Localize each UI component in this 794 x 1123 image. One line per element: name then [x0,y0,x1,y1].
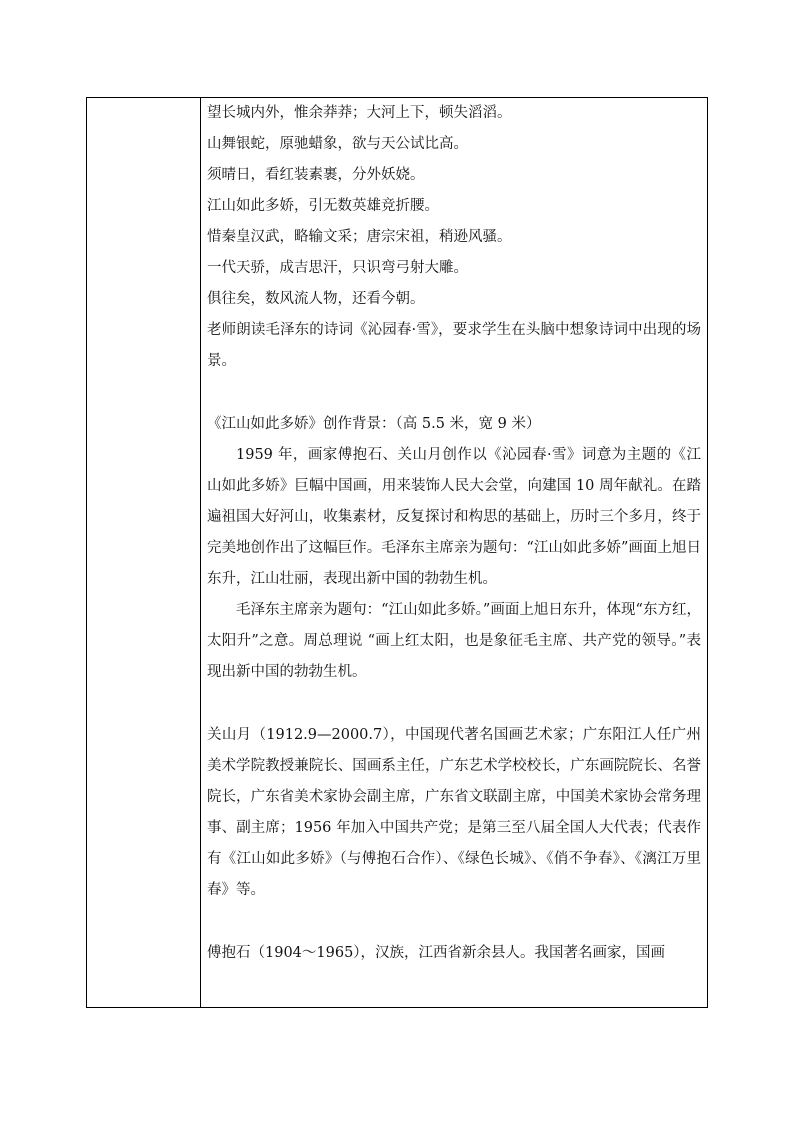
poem-line: 望长城内外，惟余莽莽；大河上下，顿失滔滔。 [207,105,512,121]
poem-line: 须晴日，看红装素裹，分外妖娆。 [207,167,425,183]
lesson-table [86,97,708,1008]
background-paragraph: 毛泽东主席亲为题句：“江山如此多娇。”画面上旭日东升，体现“东方红，太阳升”之意。周总理说 “画上红太阳，也是象征毛主席、共产党的领导。”表现出新中国的勃勃生机。 [207,602,701,680]
background-paragraph: 1959 年，画家傅抱石、关山月创作以《沁园春·雪》词意为主题的《江山如此多娇》巨幅中国画，用来装饰人民大会堂，向建国 10 周年献礼。在踏遍祖国大好河山，收集素材，反复探讨和构思的基础上，历时三个多月，终于完美地创作出了这幅巨作。毛泽东主席亲为题句：“江山如此多娇”画面上旭日东升，江山壮丽，表现出新中国的勃勃生机。 [207,447,701,587]
table-left-column [87,98,201,1007]
fu-baoshi-bio: 傅抱石（1904～1965），汉族，江西省新余县人。我国著名画家，国画 [207,945,666,961]
poem-line: 俱往矣，数风流人物，还看今朝。 [207,291,425,307]
poem-line: 江山如此多娇，引无数英雄竞折腰。 [207,198,439,214]
poem-line: 一代天骄，成吉思汗，只识弯弓射大雕。 [207,260,468,276]
teacher-note: 老师朗读毛泽东的诗词《沁园春·雪》，要求学生在头脑中想象诗词中出现的场景。 [207,322,701,369]
guan-shanyue-bio: 关山月（1912.9—2000.7），中国现代著名国画艺术家；广东阳江人任广州美术学院教授兼院长、国画系主任，广东艺术学校校长，广东画院院长、名誉院长，广东省美术家协会副主席，广东省文联副主席，中国美术家协会常务理事、副主席；1956 年加入中国共产党；是第三至八届全国人大代表；代表作有《江山如此多娇》（与傅抱石合作）、《绿色长城》、《俏不争春》、《漓江万里春》等。 [207,727,701,898]
poem-line: 山舞银蛇，原驰蜡象，欲与天公试比高。 [207,136,468,152]
poem-line: 惜秦皇汉武，略输文采；唐宗宋祖，稍逊风骚。 [207,229,512,245]
background-title: 《江山如此多娇》创作背景：（高 5.5 米，宽 9 米） [207,416,541,432]
table-content-cell [207,98,701,969]
